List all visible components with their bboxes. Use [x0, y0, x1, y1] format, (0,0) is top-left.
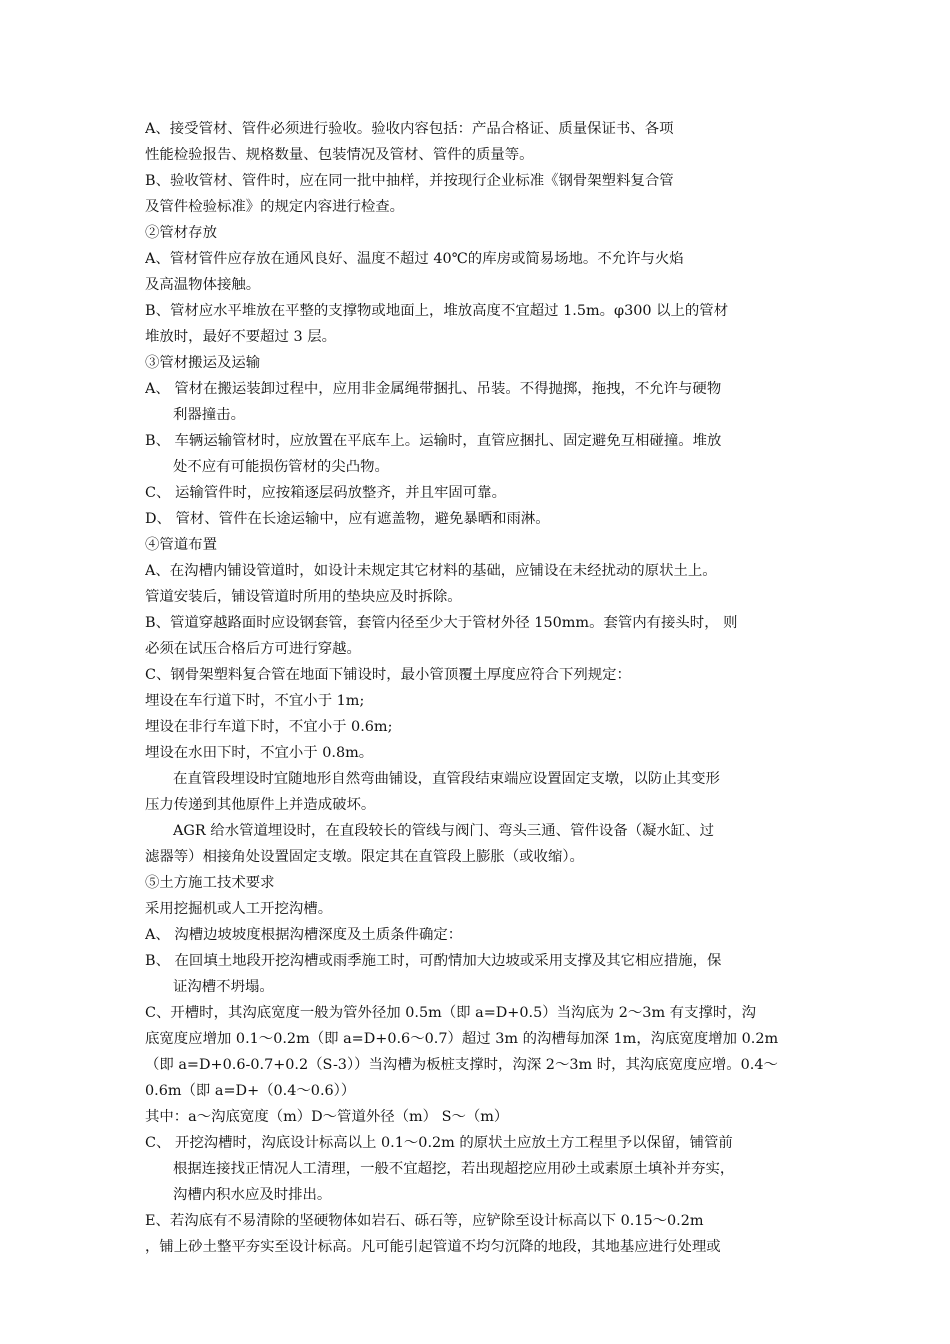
section-heading: ③管材搬运及运输	[145, 355, 261, 371]
paragraph-line: 埋设在水田下时，不宜小于 0.8m。	[145, 745, 374, 761]
paragraph-line: 处不应有可能损伤管材的尖凸物。	[173, 459, 389, 475]
paragraph-line: 采用挖掘机或人工开挖沟槽。	[145, 901, 333, 917]
document-body	[145, 116, 810, 1260]
paragraph-line: 沟槽内积水应及时排出。	[173, 1187, 332, 1203]
paragraph-line: 压力传递到其他原件上并造成破坏。	[145, 797, 376, 813]
paragraph-line: 其中：a～沟底宽度（m）D～管道外径（m） S～（m）	[145, 1109, 509, 1125]
paragraph-line: B、 在回填土地段开挖沟槽或雨季施工时，可酌情加大边坡或采用支撑及其它相应措施，保	[145, 953, 722, 969]
paragraph-line: B、验收管材、管件时，应在同一批中抽样，并按现行企业标准《钢骨架塑料复合管	[145, 173, 674, 189]
section-heading: ②管材存放	[145, 225, 217, 241]
paragraph-line: C、开槽时，其沟底宽度一般为管外径加 0.5m（即 a=D+0.5）当沟底为 2～3m 有支撑时，沟	[145, 1005, 757, 1021]
paragraph-line: 滤器等）相接角处设置固定支墩。限定其在直管段上膨胀（或收缩）。	[145, 849, 584, 865]
paragraph-line: C、钢骨架塑料复合管在地面下铺设时，最小管顶覆土厚度应符合下列规定：	[145, 667, 631, 683]
paragraph-line: A、接受管材、管件必须进行验收。验收内容包括：产品合格证、质量保证书、各项	[145, 121, 674, 137]
paragraph-line: 及高温物体接触。	[145, 277, 261, 293]
paragraph-line: 必须在试压合格后方可进行穿越。	[145, 641, 361, 657]
paragraph-line: 根据连接找正情况人工清理，一般不宜超挖，若出现超挖应用砂土或素原土填补并夯实，	[173, 1161, 735, 1177]
paragraph-line: D、 管材、管件在长途运输中，应有遮盖物，避免暴晒和雨淋。	[145, 511, 550, 527]
paragraph-line: B、管道穿越路面时应设钢套管，套管内径至少大于管材外径 150mm。套管内有接头时， 则	[145, 615, 738, 631]
paragraph-line: 0.6m（即 a=D+（0.4～0.6））	[145, 1083, 356, 1099]
paragraph-line: 管道安装后，铺设管道时所用的垫块应及时拆除。	[145, 589, 462, 605]
paragraph-line: B、管材应水平堆放在平整的支撑物或地面上，堆放高度不宜超过 1.5m。φ300 以上的管材	[145, 303, 729, 319]
paragraph-line: 埋设在非行车道下时，不宜小于 0.6m;	[145, 719, 393, 735]
paragraph-line: 底宽度应增加 0.1～0.2m（即 a=D+0.6～0.7）超过 3m 的沟槽每加深 1m，沟底宽度增加 0.2m	[145, 1031, 779, 1047]
paragraph-line: A、在沟槽内铺设管道时，如设计未规定其它材料的基础，应铺设在未经扰动的原状土上。	[145, 563, 717, 579]
paragraph-line: A、 沟槽边坡坡度根据沟槽深度及土质条件确定：	[145, 927, 463, 943]
paragraph-line: C、 开挖沟槽时，沟底设计标高以上 0.1～0.2m 的原状土应放土方工程里予以保留，铺管前	[145, 1135, 733, 1151]
paragraph-line: B、 车辆运输管材时，应放置在平底车上。运输时，直管应捆扎、固定避免互相碰撞。堆放	[145, 433, 722, 449]
paragraph-line: 堆放时，最好不要超过 3 层。	[145, 329, 336, 345]
section-heading: ⑤土方施工技术要求	[145, 875, 275, 891]
paragraph-line: A、管材管件应存放在通风良好、温度不超过 40℃的库房或简易场地。不允许与火焰	[145, 251, 684, 267]
paragraph-line: C、 运输管件时，应按箱逐层码放整齐，并且牢固可靠。	[145, 485, 506, 501]
paragraph-line: 在直管段埋设时宜随地形自然弯曲铺设，直管段结束端应设置固定支墩，以防止其变形	[173, 771, 720, 787]
paragraph-line: 及管件检验标准》的规定内容进行检查。	[145, 199, 405, 215]
paragraph-line: 埋设在车行道下时，不宜小于 1m;	[145, 693, 365, 709]
paragraph-line: AGR 给水管道埋设时，在直段较长的管线与阀门、弯头三通、管件设备（凝水缸、过	[173, 823, 714, 839]
paragraph-line: A、 管材在搬运装卸过程中，应用非金属绳带捆扎、吊装。不得抛掷，拖拽，不允许与硬物	[145, 381, 722, 397]
paragraph-line: 证沟槽不坍塌。	[173, 979, 274, 995]
paragraph-line: E、若沟底有不易清除的坚硬物体如岩石、砾石等，应铲除至设计标高以下 0.15～0.2m	[145, 1213, 704, 1229]
paragraph-line: （即 a=D+0.6-0.7+0.2（S-3））当沟槽为板桩支撑时，沟深 2～3m 时，其沟底宽度应增。0.4～	[145, 1057, 778, 1073]
section-heading: ④管道布置	[145, 537, 217, 553]
paragraph-line: 利器撞击。	[173, 407, 245, 423]
paragraph-line: ，铺上砂土整平夯实至设计标高。凡可能引起管道不均匀沉降的地段，其地基应进行处理或	[145, 1239, 721, 1255]
paragraph-line: 性能检验报告、规格数量、包装情况及管材、管件的质量等。	[145, 147, 534, 163]
